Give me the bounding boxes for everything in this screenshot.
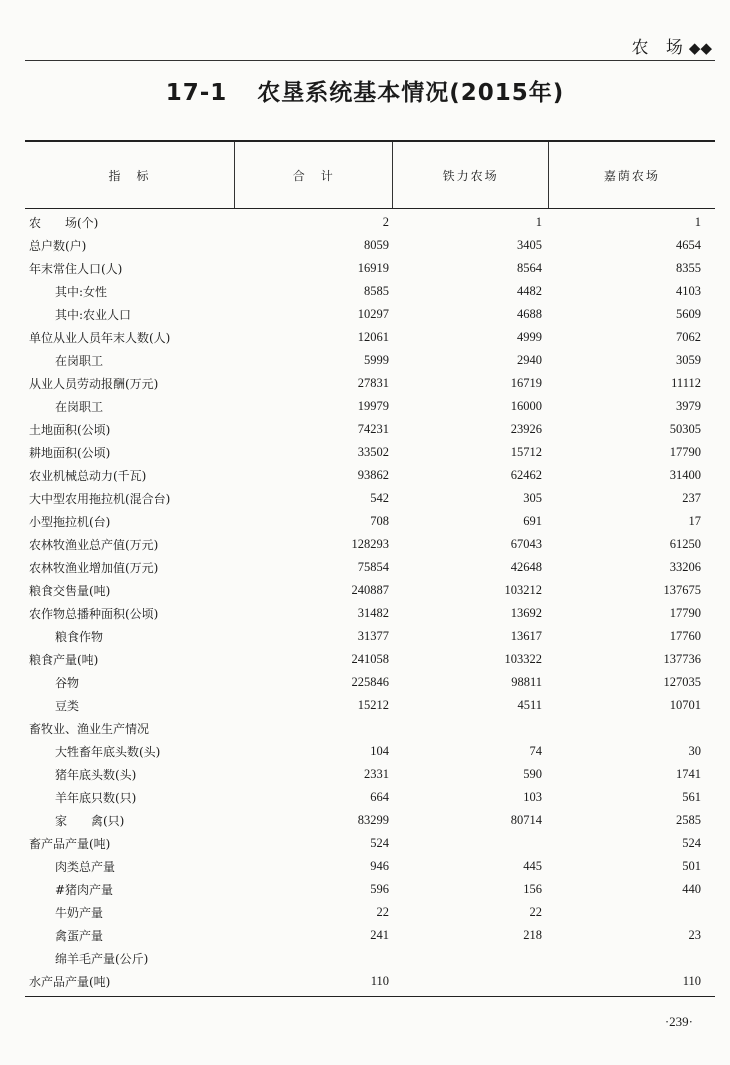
table-row (25, 763, 715, 786)
table-row (25, 441, 715, 464)
cell-jiayin: 137675 (663, 583, 701, 597)
cell-jiayin: 8355 (676, 261, 701, 275)
cell-total: 31377 (357, 629, 389, 643)
table-row (25, 832, 715, 855)
cell-total: 10297 (357, 307, 389, 321)
table-row (25, 625, 715, 648)
cell-jiayin: 33206 (669, 560, 701, 574)
cell-jiayin: 4103 (676, 284, 701, 298)
cell-tieli: 22 (529, 905, 542, 919)
cell-tieli: 4688 (517, 307, 542, 321)
table-row (25, 717, 715, 740)
table-row (25, 280, 715, 303)
cell-total: 31482 (357, 606, 389, 620)
cell-jiayin: 10701 (669, 698, 701, 712)
table-row (25, 326, 715, 349)
cell-total: 225846 (351, 675, 389, 689)
row-label: 畜产品产量(吨) (29, 837, 111, 851)
row-label: 粮食作物 (55, 630, 104, 644)
table-row (25, 395, 715, 418)
cell-jiayin: 137736 (663, 652, 701, 666)
cell-jiayin: 524 (682, 836, 701, 850)
cell-tieli: 590 (523, 767, 542, 781)
row-label: 从业人员劳动报酬(万元) (29, 377, 159, 391)
table-header (25, 142, 715, 209)
row-label: 农林牧渔业总产值(万元) (29, 538, 159, 552)
cell-total: 27831 (357, 376, 389, 390)
row-label: 畜牧业、渔业生产情况 (29, 722, 150, 736)
cell-tieli: 23926 (510, 422, 542, 436)
row-label: 禽蛋产量 (55, 929, 104, 943)
cell-tieli: 2940 (517, 353, 542, 367)
cell-total: 19979 (357, 399, 389, 413)
row-label: 粮食交售量(吨) (29, 584, 111, 598)
data-table (25, 140, 715, 997)
cell-tieli: 8564 (517, 261, 542, 275)
cell-total: 5999 (364, 353, 389, 367)
cell-jiayin: 31400 (669, 468, 701, 482)
row-label: 羊年底只数(只) (55, 791, 137, 805)
cell-tieli: 98811 (511, 675, 542, 689)
cell-tieli: 42648 (510, 560, 542, 574)
cell-jiayin: 17 (688, 514, 701, 528)
table-row (25, 855, 715, 878)
cell-total: 2 (382, 215, 389, 229)
cell-total: 664 (370, 790, 389, 804)
table-row (25, 211, 715, 234)
cell-total: 542 (370, 491, 389, 505)
cell-total: 74231 (357, 422, 389, 436)
section-header (632, 33, 712, 58)
table-row (25, 694, 715, 717)
cell-total: 110 (370, 974, 389, 988)
table-row (25, 257, 715, 280)
col-header-jiayin: 嘉荫农场 (548, 142, 715, 208)
page-number: ·239· (664, 1014, 693, 1029)
row-label: 家 禽(只) (55, 814, 125, 828)
cell-total: 596 (370, 882, 389, 896)
cell-total: 104 (370, 744, 389, 758)
cell-jiayin: 2585 (676, 813, 701, 827)
table-row (25, 947, 715, 970)
cell-total: 15212 (357, 698, 389, 712)
cell-tieli: 16000 (510, 399, 542, 413)
row-label: 水产品产量(吨) (29, 975, 111, 989)
cell-tieli: 305 (523, 491, 542, 505)
table-row (25, 878, 715, 901)
table-row (25, 901, 715, 924)
row-label: 年末常住人口(人) (29, 262, 123, 276)
table-row (25, 372, 715, 395)
cell-tieli: 103 (523, 790, 542, 804)
row-label: 其中:女性 (55, 285, 108, 299)
col-header-total: 合 计 (234, 142, 392, 208)
cell-tieli: 74 (529, 744, 542, 758)
table-row (25, 786, 715, 809)
cell-total: 12061 (357, 330, 389, 344)
row-label: 牛奶产量 (55, 906, 104, 920)
cell-jiayin: 561 (682, 790, 701, 804)
cell-jiayin: 17790 (669, 606, 701, 620)
cell-tieli: 156 (523, 882, 542, 896)
cell-jiayin: 127035 (663, 675, 701, 689)
row-label: 肉类总产量 (55, 860, 116, 874)
cell-jiayin: 1741 (676, 767, 701, 781)
cell-jiayin: 5609 (676, 307, 701, 321)
row-label: 耕地面积(公顷) (29, 446, 111, 460)
table-row (25, 418, 715, 441)
cell-tieli: 103322 (504, 652, 542, 666)
cell-tieli: 13617 (510, 629, 542, 643)
cell-jiayin: 61250 (669, 537, 701, 551)
cell-total: 33502 (357, 445, 389, 459)
row-label: 大牲畜年底头数(头) (55, 745, 161, 759)
cell-jiayin: 440 (682, 882, 701, 896)
table-row (25, 303, 715, 326)
row-label: 其中:农业人口 (55, 308, 132, 322)
cell-total: 2331 (364, 767, 389, 781)
cell-total: 75854 (357, 560, 389, 574)
table-body (25, 209, 715, 993)
cell-tieli: 218 (523, 928, 542, 942)
table-row (25, 464, 715, 487)
table-row (25, 924, 715, 947)
cell-total: 524 (370, 836, 389, 850)
row-label: 谷物 (55, 676, 80, 690)
cell-total: 241 (370, 928, 389, 942)
table-row (25, 234, 715, 257)
table-row (25, 349, 715, 372)
cell-jiayin: 110 (682, 974, 701, 988)
cell-jiayin: 3979 (676, 399, 701, 413)
row-label: 小型拖拉机(台) (29, 515, 111, 529)
header-divider (25, 60, 715, 61)
table-row (25, 579, 715, 602)
diamond-marker-icon: ◆◆ (688, 39, 712, 57)
cell-tieli: 3405 (517, 238, 542, 252)
cell-total: 240887 (351, 583, 389, 597)
page-title (0, 74, 730, 107)
table-row (25, 970, 715, 993)
table-bottom-rule (25, 996, 715, 997)
row-label: 豆类 (55, 699, 80, 713)
table-number: 17-1 (165, 80, 228, 106)
row-label: 农 场(个) (29, 216, 99, 230)
cell-total: 241058 (351, 652, 389, 666)
cell-tieli: 62462 (510, 468, 542, 482)
cell-total: 946 (370, 859, 389, 873)
row-label: 大中型农用拖拉机(混合台) (29, 492, 171, 506)
cell-jiayin: 11112 (671, 376, 701, 390)
row-label: 农业机械总动力(千瓦) (29, 469, 147, 483)
cell-total: 128293 (351, 537, 389, 551)
cell-total: 8059 (364, 238, 389, 252)
cell-tieli: 4482 (517, 284, 542, 298)
cell-total: 8585 (364, 284, 389, 298)
table-title: 农垦系统基本情况(2015年) (257, 80, 565, 106)
cell-tieli: 4999 (517, 330, 542, 344)
cell-jiayin: 17790 (669, 445, 701, 459)
row-label: 农作物总播种面积(公顷) (29, 607, 159, 621)
cell-tieli: 67043 (510, 537, 542, 551)
col-header-indicator: 指 标 (108, 168, 151, 183)
cell-tieli: 691 (523, 514, 542, 528)
cell-tieli: 103212 (504, 583, 542, 597)
cell-jiayin: 30 (688, 744, 701, 758)
cell-jiayin: 23 (688, 928, 701, 942)
cell-jiayin: 501 (682, 859, 701, 873)
table-row (25, 809, 715, 832)
table-row (25, 602, 715, 625)
cell-tieli: 4511 (517, 698, 542, 712)
row-label: #猪肉产量 (55, 883, 114, 897)
cell-jiayin: 4654 (676, 238, 701, 252)
row-label: 猪年底头数(头) (55, 768, 137, 782)
cell-jiayin: 1 (694, 215, 701, 229)
cell-jiayin: 50305 (669, 422, 701, 436)
table-row (25, 556, 715, 579)
table-row (25, 510, 715, 533)
row-label: 土地面积(公顷) (29, 423, 111, 437)
cell-tieli: 16719 (510, 376, 542, 390)
cell-tieli: 445 (523, 859, 542, 873)
cell-jiayin: 7062 (676, 330, 701, 344)
section-name: 农 场 (631, 38, 689, 58)
cell-jiayin: 3059 (676, 353, 701, 367)
row-label: 绵羊毛产量(公斤) (55, 952, 149, 966)
cell-tieli: 15712 (510, 445, 542, 459)
cell-jiayin: 237 (682, 491, 701, 505)
table-row (25, 671, 715, 694)
row-label: 总户数(户) (29, 239, 87, 253)
row-label: 粮食产量(吨) (29, 653, 99, 667)
cell-tieli: 80714 (510, 813, 542, 827)
row-label: 在岗职工 (55, 400, 104, 414)
table-row (25, 533, 715, 556)
row-label: 单位从业人员年末人数(人) (29, 331, 171, 345)
col-header-tieli: 铁力农场 (392, 142, 547, 208)
cell-total: 83299 (357, 813, 389, 827)
table-row (25, 740, 715, 763)
table-row (25, 487, 715, 510)
cell-total: 93862 (357, 468, 389, 482)
cell-total: 708 (370, 514, 389, 528)
cell-tieli: 1 (535, 215, 542, 229)
row-label: 在岗职工 (55, 354, 104, 368)
row-label: 农林牧渔业增加值(万元) (29, 561, 159, 575)
cell-total: 22 (376, 905, 389, 919)
table-row (25, 648, 715, 671)
cell-tieli: 13692 (510, 606, 542, 620)
cell-total: 16919 (357, 261, 389, 275)
cell-jiayin: 17760 (669, 629, 701, 643)
